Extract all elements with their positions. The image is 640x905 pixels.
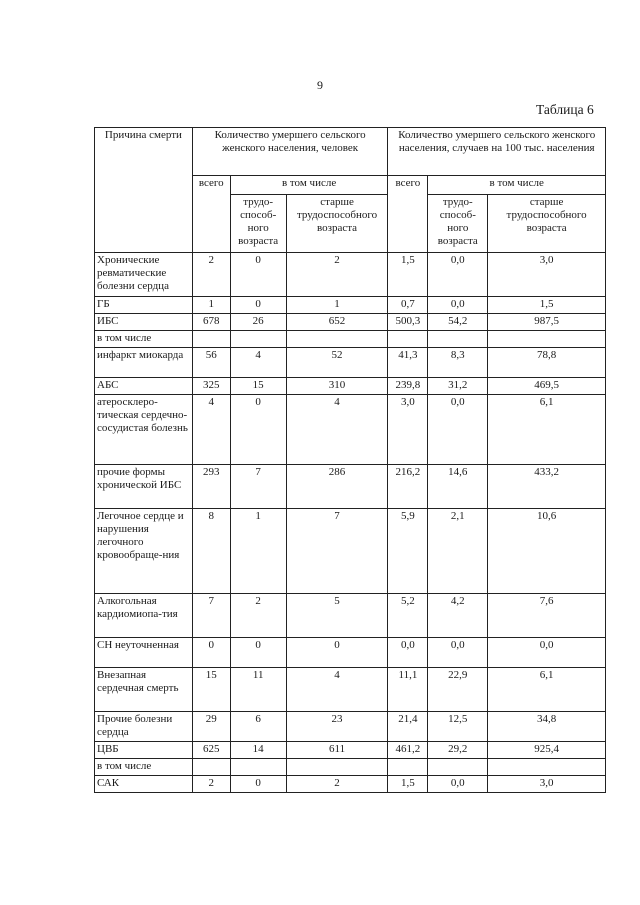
cell-rate-working-age: 29,2 xyxy=(428,742,488,759)
cell-count-older: 310 xyxy=(286,378,388,395)
header-group-count: Количество умершего сельского женского населения, человек xyxy=(192,128,388,176)
header-group-rate: Количество умершего сельского женского населения, случаев на 100 тыс. населения xyxy=(388,128,606,176)
cell-rate-working-age: 2,1 xyxy=(428,509,488,594)
cell-rate-total: 41,3 xyxy=(388,348,428,378)
cell-rate-working-age: 0,0 xyxy=(428,776,488,793)
header-rate-working-age: трудо-способ-ного возраста xyxy=(428,195,488,253)
cell-rate-working-age: 8,3 xyxy=(428,348,488,378)
cell-count-total: 678 xyxy=(192,314,230,331)
cell-rate-working-age: 4,2 xyxy=(428,594,488,638)
cell-count-older: 2 xyxy=(286,776,388,793)
table-row xyxy=(95,465,606,509)
cell-count-total: 1 xyxy=(192,297,230,314)
cell-rate-older: 34,8 xyxy=(488,712,606,742)
cell-rate-total: 0,7 xyxy=(388,297,428,314)
cell-rate-working-age: 31,2 xyxy=(428,378,488,395)
table-row xyxy=(95,395,606,465)
table-row xyxy=(95,331,606,348)
table-row xyxy=(95,253,606,297)
cell-cause: инфаркт миокарда xyxy=(95,348,193,378)
cell-cause: ГБ xyxy=(95,297,193,314)
cell-count-older: 652 xyxy=(286,314,388,331)
cell-count-older xyxy=(286,331,388,348)
cell-rate-older xyxy=(488,759,606,776)
cell-count-working-age: 2 xyxy=(230,594,286,638)
cell-rate-older: 6,1 xyxy=(488,395,606,465)
cell-count-total: 625 xyxy=(192,742,230,759)
cell-rate-total: 1,5 xyxy=(388,253,428,297)
cell-cause: СН неуточненная xyxy=(95,638,193,668)
cell-cause: АБС xyxy=(95,378,193,395)
cell-count-older: 5 xyxy=(286,594,388,638)
cell-count-working-age xyxy=(230,759,286,776)
table-row xyxy=(95,638,606,668)
cell-rate-older: 925,4 xyxy=(488,742,606,759)
cell-count-older: 4 xyxy=(286,668,388,712)
cell-count-working-age: 0 xyxy=(230,297,286,314)
cell-rate-working-age: 0,0 xyxy=(428,395,488,465)
cell-rate-older: 1,5 xyxy=(488,297,606,314)
cell-rate-working-age: 0,0 xyxy=(428,253,488,297)
cell-count-total xyxy=(192,331,230,348)
table-row xyxy=(95,712,606,742)
cell-rate-older: 3,0 xyxy=(488,253,606,297)
table-row xyxy=(95,594,606,638)
cell-count-older: 52 xyxy=(286,348,388,378)
cell-rate-total: 0,0 xyxy=(388,638,428,668)
table-row xyxy=(95,348,606,378)
cell-rate-working-age: 12,5 xyxy=(428,712,488,742)
cell-count-working-age: 0 xyxy=(230,638,286,668)
cell-cause: атеросклеро-тическая сердечно-сосудистая болезнь xyxy=(95,395,193,465)
cell-rate-working-age: 0,0 xyxy=(428,297,488,314)
cell-count-total: 2 xyxy=(192,776,230,793)
cell-count-older: 611 xyxy=(286,742,388,759)
header-rate-total: всего xyxy=(388,176,428,253)
header-rate-including: в том числе xyxy=(428,176,606,195)
cell-count-working-age: 15 xyxy=(230,378,286,395)
cell-cause: Внезапная сердечная смерть xyxy=(95,668,193,712)
header-cause: Причина смерти xyxy=(95,128,193,253)
table-body xyxy=(95,253,606,793)
cell-count-total: 4 xyxy=(192,395,230,465)
cell-count-working-age: 1 xyxy=(230,509,286,594)
cell-rate-older: 10,6 xyxy=(488,509,606,594)
cell-rate-total: 216,2 xyxy=(388,465,428,509)
cell-cause: ИБС xyxy=(95,314,193,331)
cell-rate-older: 6,1 xyxy=(488,668,606,712)
table-row xyxy=(95,378,606,395)
cell-count-total: 293 xyxy=(192,465,230,509)
cell-count-working-age: 0 xyxy=(230,395,286,465)
cell-count-working-age: 11 xyxy=(230,668,286,712)
cell-count-older: 2 xyxy=(286,253,388,297)
cell-count-working-age xyxy=(230,331,286,348)
table-row xyxy=(95,668,606,712)
cell-count-working-age: 0 xyxy=(230,253,286,297)
cell-rate-total: 5,9 xyxy=(388,509,428,594)
table-row xyxy=(95,742,606,759)
cell-count-total: 56 xyxy=(192,348,230,378)
cell-rate-total: 3,0 xyxy=(388,395,428,465)
header-count-including: в том числе xyxy=(230,176,388,195)
table-row xyxy=(95,314,606,331)
page-number: 9 xyxy=(317,78,323,92)
table-row xyxy=(95,509,606,594)
cell-count-total: 8 xyxy=(192,509,230,594)
cell-rate-total: 461,2 xyxy=(388,742,428,759)
cell-cause: ЦВБ xyxy=(95,742,193,759)
cell-count-older: 4 xyxy=(286,395,388,465)
cell-rate-total xyxy=(388,759,428,776)
cell-count-working-age: 26 xyxy=(230,314,286,331)
cell-count-total xyxy=(192,759,230,776)
cell-rate-total: 11,1 xyxy=(388,668,428,712)
cell-rate-working-age xyxy=(428,331,488,348)
cell-cause: прочие формы хронической ИБС xyxy=(95,465,193,509)
table-row xyxy=(95,759,606,776)
cell-rate-total: 239,8 xyxy=(388,378,428,395)
cell-rate-older: 0,0 xyxy=(488,638,606,668)
cell-count-older: 1 xyxy=(286,297,388,314)
table-caption: Таблица 6 xyxy=(536,102,594,117)
cell-count-total: 29 xyxy=(192,712,230,742)
cell-count-older: 23 xyxy=(286,712,388,742)
table-row xyxy=(95,776,606,793)
cell-count-total: 325 xyxy=(192,378,230,395)
cell-cause: Хронические ревматические болезни сердца xyxy=(95,253,193,297)
cell-rate-working-age xyxy=(428,759,488,776)
cell-count-working-age: 4 xyxy=(230,348,286,378)
cell-cause: в том числе xyxy=(95,759,193,776)
header-rate-older: старше трудоспособного возраста xyxy=(488,195,606,253)
cell-count-working-age: 7 xyxy=(230,465,286,509)
cell-count-working-age: 6 xyxy=(230,712,286,742)
cell-rate-older: 469,5 xyxy=(488,378,606,395)
cell-count-total: 7 xyxy=(192,594,230,638)
cell-count-older: 7 xyxy=(286,509,388,594)
table-row xyxy=(95,297,606,314)
cell-rate-total: 21,4 xyxy=(388,712,428,742)
cell-cause: в том числе xyxy=(95,331,193,348)
cell-count-older xyxy=(286,759,388,776)
cell-count-total: 2 xyxy=(192,253,230,297)
cell-cause: Легочное сердце и нарушения легочного кровообраще-ния xyxy=(95,509,193,594)
cell-rate-older: 78,8 xyxy=(488,348,606,378)
cell-cause: Прочие болезни сердца xyxy=(95,712,193,742)
cell-count-working-age: 0 xyxy=(230,776,286,793)
cell-count-older: 0 xyxy=(286,638,388,668)
cell-count-working-age: 14 xyxy=(230,742,286,759)
cell-rate-working-age: 22,9 xyxy=(428,668,488,712)
cell-count-total: 0 xyxy=(192,638,230,668)
cell-count-total: 15 xyxy=(192,668,230,712)
header-count-older: старше трудоспособного возраста xyxy=(286,195,388,253)
cell-rate-total: 5,2 xyxy=(388,594,428,638)
cell-rate-older xyxy=(488,331,606,348)
cell-rate-working-age: 14,6 xyxy=(428,465,488,509)
cell-rate-working-age: 54,2 xyxy=(428,314,488,331)
mortality-table xyxy=(94,127,606,793)
cell-rate-total: 500,3 xyxy=(388,314,428,331)
cell-rate-older: 433,2 xyxy=(488,465,606,509)
header-count-total: всего xyxy=(192,176,230,253)
cell-cause: Алкогольная кардиомиопа-тия xyxy=(95,594,193,638)
cell-rate-working-age: 0,0 xyxy=(428,638,488,668)
cell-rate-older: 7,6 xyxy=(488,594,606,638)
cell-cause: САК xyxy=(95,776,193,793)
header-count-working-age: трудо-способ-ного возраста xyxy=(230,195,286,253)
cell-count-older: 286 xyxy=(286,465,388,509)
cell-rate-older: 987,5 xyxy=(488,314,606,331)
cell-rate-older: 3,0 xyxy=(488,776,606,793)
cell-rate-total xyxy=(388,331,428,348)
cell-rate-total: 1,5 xyxy=(388,776,428,793)
